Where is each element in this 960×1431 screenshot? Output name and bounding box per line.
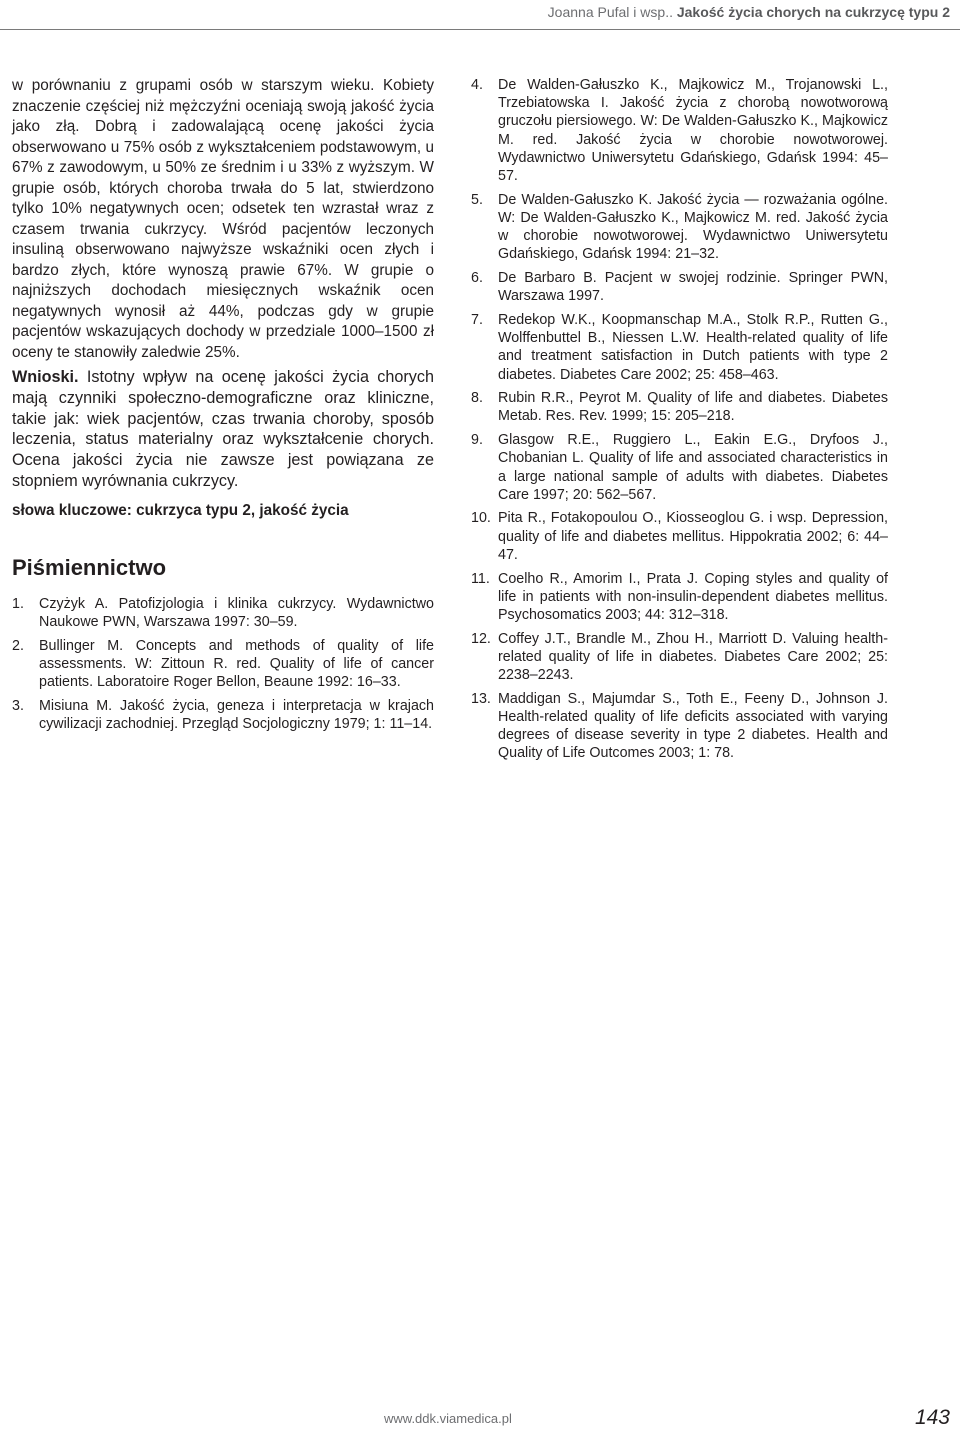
reference-item [471, 311, 888, 384]
conclusions-paragraph [12, 367, 434, 492]
reference-number: 5. [471, 191, 483, 208]
reference-number: 6. [471, 270, 483, 287]
header-article-title: Jakość życia chorych na cukrzycę typu 2 [676, 4, 950, 20]
conclusions-label: Wnioski. [12, 368, 79, 386]
reference-number: 4. [471, 77, 483, 93]
reference-text: Czyżyk A. Patofizjologia i klinika cukrzycy. Wydawnictwo Naukowe PWN, Warszawa 1997: 30–59. [39, 595, 434, 630]
reference-text: De Barbaro B. Pacjent w swojej rodzinie. Springer PWN, Warszawa 1997. [498, 270, 888, 305]
header-authors: Joanna Pufal i wsp. [547, 4, 670, 20]
reference-text: Bullinger M. Concepts and methods of quality of life assessments. W: Zittoun R. red. Quality of life of cancer patients. Laboratoire Roger Bellon, Beaune 1992: 16–33. [39, 637, 434, 691]
right-column [471, 76, 888, 768]
reference-text: Maddigan S., Majumdar S., Toth E., Feeny D., Johnson J. Health-related quality of life deficits associated with varying degrees of disease severity in type 2 diabetes. Health and Quality of Life Outcomes 2003; 1: 78. [498, 690, 888, 762]
reference-item [12, 595, 434, 631]
reference-text: Coffey J.T., Brandle M., Zhou H., Marriott D. Valuing health-related quality of life in diabetes. Diabetes Care 2002; 25: 2238–2243. [498, 630, 888, 684]
reference-item [471, 76, 888, 185]
reference-text: Redekop W.K., Koopmanschap M.A., Stolk R.P., Rutten G., Wolffenbuttel B., Niessen L.W. Health-related quality of life and treatment satisfaction in Dutch patients with type 2 diabetes. Diabetes Care 2002; 25: 458–463. [498, 311, 888, 383]
header-rule [0, 29, 960, 30]
keywords: słowa kluczowe: cukrzyca typu 2, jakość życia [12, 501, 349, 519]
reference-number: 1. [12, 595, 24, 612]
running-header-text: Joanna Pufal i wsp.. Jakość życia chorych na cukrzycę typu 2 [547, 4, 950, 20]
references-heading: Piśmiennictwo [12, 554, 167, 580]
reference-text: Pita R., Fotakopoulou O., Kiosseoglou G. i wsp. Depression, quality of life and diabetes mellitus. Hippokratia 2002; 6: 44–47. [498, 510, 888, 563]
reference-number: 9. [471, 432, 483, 449]
reference-item [12, 637, 434, 692]
reference-number: 11. [471, 570, 490, 587]
reference-item [471, 431, 888, 504]
reference-text: De Walden-Gałuszko K., Majkowicz M., Trojanowski L., Trzebiatowska I. Jakość życia z chorobą nowotworową gruczołu piersiowego. W: De Walden-Gałuszko K., Majkowicz M. red. Jakość życia w chorobie nowotworowej. Wydawnictwo Uniwersytetu Gdańskiego, Gdańsk 1994: 45–57. [498, 77, 888, 185]
left-column [12, 76, 434, 739]
reference-text: De Walden-Gałuszko K. Jakość życia — rozważania ogólne. W: De Walden-Gałuszko K., Majkowicz M. red. Jakość życia w chorobie nowotworowej. Wydawnictwo Uniwersytetu Gdańskiego, Gdańsk 1994: 21–32. [498, 191, 888, 263]
reference-item [471, 690, 888, 763]
abstract-continuation: w porównaniu z grupami osób w starszym wieku. Kobiety znaczenie częściej niż mężczyźni oceniają swoją jakość życia jako złą. Dobrą i zadowalającą ocenę jakości życia obserwowano u 75% osób z wykształceniem podstawowym, u 67% z zawodowym, u 50% ze średnim i u 33% z wyższym. W grupie osób, których choroba trwała do 5 lat, stwierdzono tylko 10% negatywnych ocen; odsetek ten wzrastał wraz z czasem trwania cukrzycy. Wśród pacjentów leczonych insuliną obserwowano najwyższe wskaźniki ocen złych i bardzo złych, które wynoszą prawie 67%. W grupie o najniższych dochodach miesięcznych wskaźnik ocen negatywnych wynosił aż 44%, podczas gdy w grupie pacjentów wskazujących dochody w przedziale 1000–1500 zł oceny te stanowiły zaledwie 25%. [12, 77, 434, 361]
reference-item [471, 269, 888, 305]
reference-item [471, 509, 888, 564]
reference-number: 13. [471, 690, 491, 707]
conclusions-text: Istotny wpływ na ocenę jakości życia chorych mają czynniki społeczno-demograficzne oraz kliniczne, takie jak: wiek pacjentów, czas trwania choroby, sposób leczenia, status materialny oraz wykształcenie chorych. Ocena jakości życia nie zawsze jest powiązana ze stopniem wyrównania cukrzycy. [12, 368, 434, 490]
reference-number: 12. [471, 630, 491, 647]
reference-text: Coelho R., Amorim I., Prata J. Coping styles and quality of life in patients with non-insulin-dependent diabetes mellitus. Psychosomatics 2003; 44: 312–318. [498, 570, 888, 623]
reference-item [12, 697, 434, 733]
reference-text: Glasgow R.E., Ruggiero L., Eakin E.G., Dryfoos J., Chobanian L. Quality of life and associated characteristics in a large national sample of adults with diabetes. Diabetes Care 1997; 20: 562–567. [498, 432, 888, 503]
reference-number: 8. [471, 390, 483, 407]
reference-number: 10. [471, 510, 491, 527]
reference-number: 2. [12, 637, 24, 654]
running-header [0, 0, 960, 32]
reference-list-left [12, 595, 434, 733]
reference-number: 3. [12, 697, 24, 714]
reference-list-right [471, 76, 888, 763]
reference-item [471, 630, 888, 685]
reference-item [471, 389, 888, 425]
reference-text: Rubin R.R., Peyrot M. Quality of life and diabetes. Diabetes Metab. Res. Rev. 1999; 15: 205–218. [498, 390, 888, 425]
reference-text: Misiuna M. Jakość życia, geneza i interpretacja w krajach cywilizacji zachodniej. Przegląd Socjologiczny 1979; 1: 11–14. [39, 697, 434, 732]
reference-item [471, 570, 888, 625]
footer-url: www.ddk.viamedica.pl [384, 1411, 512, 1426]
reference-item [471, 191, 888, 264]
page-number: 143 [914, 1406, 950, 1429]
reference-number: 7. [471, 311, 483, 328]
